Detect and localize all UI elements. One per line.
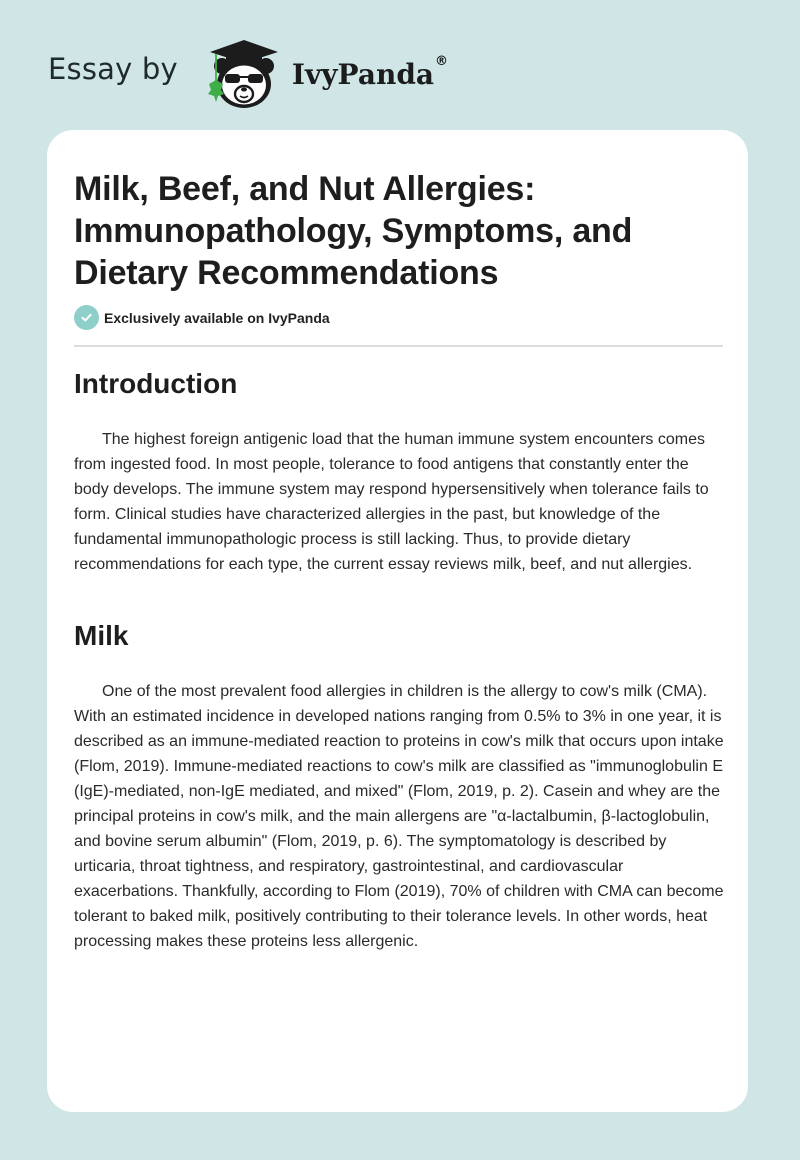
section-heading-introduction: Introduction — [74, 368, 238, 399]
section-paragraph-introduction: The highest foreign antigenic load that the human immune system encounters comes from ingested food. In most people, tolerance to food antigens that constantly enter the body develops. The immune system may respond hypersensitively when tolerance fails to form. Clinical studies have characterized allergies in the past, but knowledge of the fundamental immunopathologic process is still lacking. Thus, to provide dietary recommendations for each type, the current essay reviews milk, beef, and nut allergies. — [74, 431, 709, 573]
section-heading-milk: Milk — [74, 620, 129, 651]
essay-title: Milk, Beef, and Nut Allergies: Immunopathology, Symptoms, and Dietary Recommendations — [74, 170, 633, 292]
registered-mark: ® — [435, 53, 449, 69]
brand-header — [48, 34, 448, 110]
exclusive-badge — [74, 305, 330, 330]
brand-prefix: Essay by — [48, 52, 178, 86]
panda-logo-icon[interactable] — [196, 34, 288, 110]
brand-name-text: IvyPanda — [291, 57, 435, 91]
essay-card — [47, 130, 748, 1112]
title-divider — [74, 345, 723, 347]
section-paragraph-milk: One of the most prevalent food allergies in children is the allergy to cow's milk (CMA). With an estimated incidence in developed nations ranging from 0.5% to 3% in one year, it is described as an immune-mediated reaction to proteins in cow's milk that occurs upon intake (Flom, 2019). Immune-mediated reactions to cow's milk are classified as "immunoglobulin E (IgE)-mediated, non-IgE mediated, and mixed" (Flom, 2019, p. 2). Casein and whey are the principal proteins in cow's milk, and the main allergens are "α-lactalbumin, β-lactoglobulin, and bovine serum albumin" (Flom, 2019, p. 6). The symptomatology is described by urticaria, throat tightness, and respiratory, gastrointestinal, and cardiovascular exacerbations. Thankfully, according to Flom (2019), 70% of children with CMA can become tolerant to baked milk, positively contributing to their tolerance levels. In other words, heat processing makes these proteins less allergenic. — [74, 683, 724, 950]
check-circle-icon — [74, 305, 99, 330]
badge-text: Exclusively available on IvyPanda — [104, 309, 330, 326]
brand-name[interactable] — [291, 53, 449, 91]
